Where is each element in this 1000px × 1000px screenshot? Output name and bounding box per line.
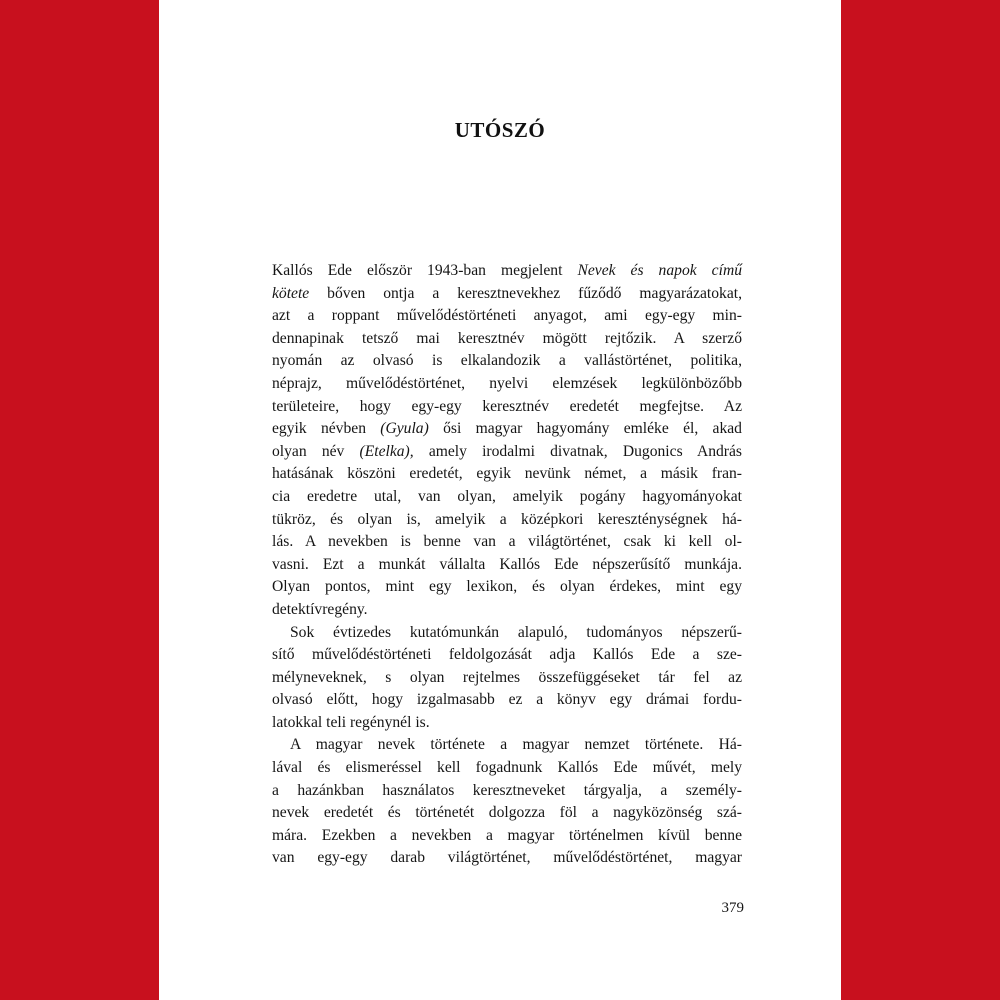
text-segment: a hazánkban használatos keresztneveket tárgyalja, a személy- <box>272 781 742 799</box>
paragraph <box>272 734 742 870</box>
text-segment: Sok évtizedes kutatómunkán alapuló, tudományos népszerű- <box>290 623 742 641</box>
text-segment: cia eredetre utal, van olyan, amelyik pogány hagyományokat <box>272 487 742 505</box>
text-segment: területeire, hogy egy-egy keresztnév eredetét megfejtse. Az <box>272 397 742 415</box>
italic-text: (Gyula) <box>380 420 429 438</box>
text-segment: lás. A nevekben is benne van a világtörténet, csak ki kell ol- <box>272 533 742 551</box>
text-line <box>272 622 742 645</box>
italic-text: kötete <box>272 284 310 302</box>
text-segment: olyan név <box>272 442 360 460</box>
text-segment: Olyan pontos, mint egy lexikon, és olyan érdekes, mint egy <box>272 578 742 596</box>
text-segment: ősi magyar hagyomány emléke él, akad <box>428 420 742 438</box>
text-segment: detektívregény. <box>272 600 368 618</box>
text-line <box>272 283 742 306</box>
text-line <box>272 486 742 509</box>
paragraph <box>272 622 742 735</box>
text-segment: lával és elismeréssel kell fogadnunk Kallós Ede művét, mely <box>272 759 742 777</box>
text-segment: nyomán az olvasó is elkalandozik a vallástörténet, politika, <box>272 352 742 370</box>
page-title: UTÓSZÓ <box>454 118 546 142</box>
text-line <box>272 599 742 622</box>
text-line <box>272 396 742 419</box>
text-segment: olvasó előtt, hogy izgalmasabb ez a könyv egy drámai fordu- <box>272 691 742 709</box>
book-page <box>159 0 841 1000</box>
italic-text: (Etelka), <box>359 442 414 460</box>
body-text <box>272 260 742 870</box>
text-line <box>272 802 742 825</box>
text-segment: dennapinak tetsző mai keresztnév mögött rejtőzik. A szerző <box>272 329 742 347</box>
text-segment: vasni. Ezt a munkát vállalta Kallós Ede népszerűsítő munkája. <box>272 555 742 573</box>
text-line <box>272 825 742 848</box>
text-line <box>272 734 742 757</box>
text-segment: néprajz, művelődéstörténet, nyelvi elemzések legkülönbözőbb <box>272 374 742 392</box>
text-line <box>272 509 742 532</box>
text-segment: nevek eredetét és történetét dolgozza föl a nagyközönség szá- <box>272 804 742 822</box>
text-line <box>272 712 742 735</box>
text-segment: A magyar nevek története a magyar nemzet története. Há- <box>290 736 742 754</box>
text-line <box>272 780 742 803</box>
text-line <box>272 554 742 577</box>
text-line <box>272 463 742 486</box>
text-segment: azt a roppant művelődéstörténeti anyagot, ami egy-egy min- <box>272 307 742 325</box>
text-line <box>272 418 742 441</box>
text-segment: amely irodalmi divatnak, Dugonics András <box>413 442 742 460</box>
page-number: 379 <box>721 900 744 916</box>
text-line <box>272 373 742 396</box>
text-segment: egyik névben <box>272 420 381 438</box>
text-segment: sítő művelődéstörténeti feldolgozását adja Kallós Ede a sze- <box>272 646 742 664</box>
text-line <box>272 305 742 328</box>
text-line <box>272 847 742 870</box>
text-segment: mára. Ezekben a nevekben a magyar történelmen kívül benne <box>272 826 742 844</box>
text-segment: bőven ontja a keresztnevekhez fűződő magyarázatokat, <box>309 284 742 302</box>
text-line <box>272 350 742 373</box>
text-line <box>272 328 742 351</box>
text-line <box>272 689 742 712</box>
text-segment: tükröz, és olyan is, amelyik a középkori kereszténységnek há- <box>272 510 742 528</box>
text-line <box>272 644 742 667</box>
text-segment: Kallós Ede először 1943-ban megjelent <box>272 262 578 279</box>
text-line <box>272 531 742 554</box>
paragraph <box>272 260 742 622</box>
text-line <box>272 260 742 283</box>
text-line <box>272 757 742 780</box>
text-segment: mélyneveknek, s olyan rejtelmes összefüggéseket tár fel az <box>272 668 742 686</box>
text-segment: hatásának köszöni eredetét, egyik nevünk német, a másik fran- <box>272 465 742 483</box>
text-line <box>272 667 742 690</box>
text-segment: latokkal teli regénynél is. <box>272 713 430 731</box>
text-line <box>272 576 742 599</box>
text-line <box>272 441 742 464</box>
text-segment: van egy-egy darab világtörténet, művelődéstörténet, magyar <box>272 849 742 867</box>
italic-text: Nevek és napok című <box>577 262 742 279</box>
